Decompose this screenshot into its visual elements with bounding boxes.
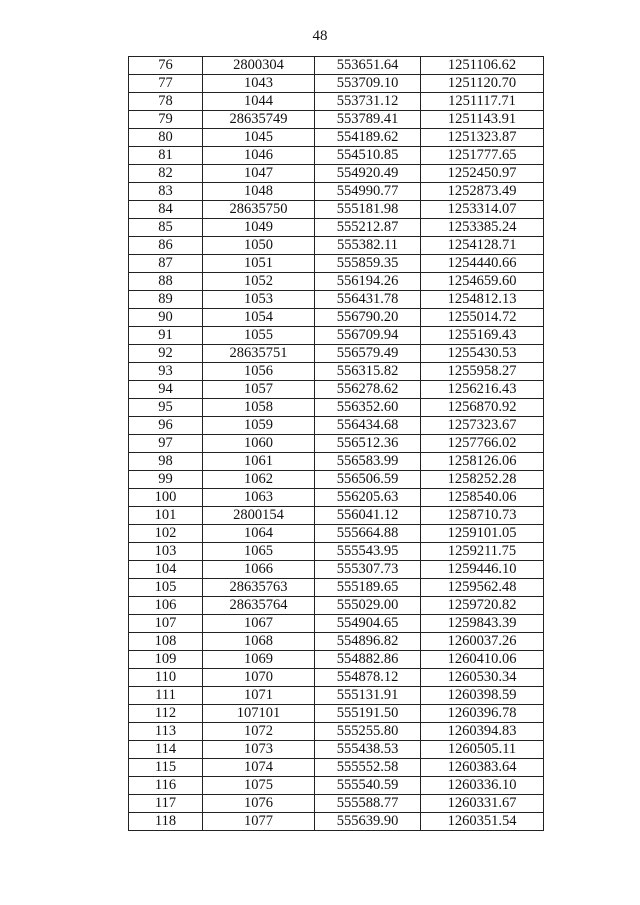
x-coordinate-cell: 556790.20 — [315, 309, 421, 327]
x-coordinate-cell: 555181.98 — [315, 201, 421, 219]
row-number-cell: 86 — [129, 237, 203, 255]
y-coordinate-cell: 1255430.53 — [421, 345, 544, 363]
x-coordinate-cell: 555639.90 — [315, 813, 421, 831]
table-row — [129, 417, 544, 435]
row-number-cell: 87 — [129, 255, 203, 273]
row-number-cell: 105 — [129, 579, 203, 597]
x-coordinate-cell: 556506.59 — [315, 471, 421, 489]
x-coordinate-cell: 553731.12 — [315, 93, 421, 111]
table-row — [129, 723, 544, 741]
point-id-cell: 1076 — [203, 795, 315, 813]
row-number-cell: 94 — [129, 381, 203, 399]
point-id-cell: 1045 — [203, 129, 315, 147]
x-coordinate-cell: 555540.59 — [315, 777, 421, 795]
point-id-cell: 1061 — [203, 453, 315, 471]
table-row — [129, 435, 544, 453]
table-row — [129, 363, 544, 381]
row-number-cell: 110 — [129, 669, 203, 687]
row-number-cell: 89 — [129, 291, 203, 309]
point-id-cell: 2800154 — [203, 507, 315, 525]
table-row — [129, 579, 544, 597]
x-coordinate-cell: 556512.36 — [315, 435, 421, 453]
y-coordinate-cell: 1258252.28 — [421, 471, 544, 489]
x-coordinate-cell: 556194.26 — [315, 273, 421, 291]
point-id-cell: 1054 — [203, 309, 315, 327]
table-row — [129, 345, 544, 363]
table-row — [129, 291, 544, 309]
point-id-cell: 1066 — [203, 561, 315, 579]
point-id-cell: 1047 — [203, 165, 315, 183]
table-row — [129, 795, 544, 813]
row-number-cell: 103 — [129, 543, 203, 561]
x-coordinate-cell: 553789.41 — [315, 111, 421, 129]
table-row — [129, 633, 544, 651]
row-number-cell: 116 — [129, 777, 203, 795]
row-number-cell: 91 — [129, 327, 203, 345]
table-row — [129, 183, 544, 201]
y-coordinate-cell: 1260394.83 — [421, 723, 544, 741]
x-coordinate-cell: 554990.77 — [315, 183, 421, 201]
table-row — [129, 705, 544, 723]
x-coordinate-cell: 555552.58 — [315, 759, 421, 777]
table-row — [129, 111, 544, 129]
row-number-cell: 90 — [129, 309, 203, 327]
coordinates-table-body — [129, 57, 544, 831]
point-id-cell: 1068 — [203, 633, 315, 651]
row-number-cell: 109 — [129, 651, 203, 669]
x-coordinate-cell: 556315.82 — [315, 363, 421, 381]
y-coordinate-cell: 1260410.06 — [421, 651, 544, 669]
y-coordinate-cell: 1260037.26 — [421, 633, 544, 651]
row-number-cell: 111 — [129, 687, 203, 705]
x-coordinate-cell: 554882.86 — [315, 651, 421, 669]
row-number-cell: 76 — [129, 57, 203, 75]
table-row — [129, 669, 544, 687]
x-coordinate-cell: 554904.65 — [315, 615, 421, 633]
table-row — [129, 129, 544, 147]
row-number-cell: 107 — [129, 615, 203, 633]
x-coordinate-cell: 553651.64 — [315, 57, 421, 75]
row-number-cell: 112 — [129, 705, 203, 723]
x-coordinate-cell: 555189.65 — [315, 579, 421, 597]
x-coordinate-cell: 555029.00 — [315, 597, 421, 615]
table-row — [129, 597, 544, 615]
x-coordinate-cell: 555543.95 — [315, 543, 421, 561]
x-coordinate-cell: 554896.82 — [315, 633, 421, 651]
y-coordinate-cell: 1255958.27 — [421, 363, 544, 381]
row-number-cell: 81 — [129, 147, 203, 165]
y-coordinate-cell: 1258126.06 — [421, 453, 544, 471]
row-number-cell: 114 — [129, 741, 203, 759]
row-number-cell: 93 — [129, 363, 203, 381]
row-number-cell: 97 — [129, 435, 203, 453]
row-number-cell: 99 — [129, 471, 203, 489]
point-id-cell: 28635749 — [203, 111, 315, 129]
y-coordinate-cell: 1260336.10 — [421, 777, 544, 795]
x-coordinate-cell: 556583.99 — [315, 453, 421, 471]
y-coordinate-cell: 1259446.10 — [421, 561, 544, 579]
table-row — [129, 561, 544, 579]
row-number-cell: 83 — [129, 183, 203, 201]
y-coordinate-cell: 1253385.24 — [421, 219, 544, 237]
x-coordinate-cell: 555212.87 — [315, 219, 421, 237]
point-id-cell: 28635750 — [203, 201, 315, 219]
row-number-cell: 115 — [129, 759, 203, 777]
x-coordinate-cell: 553709.10 — [315, 75, 421, 93]
y-coordinate-cell: 1252450.97 — [421, 165, 544, 183]
y-coordinate-cell: 1254659.60 — [421, 273, 544, 291]
point-id-cell: 1049 — [203, 219, 315, 237]
table-row — [129, 507, 544, 525]
x-coordinate-cell: 556352.60 — [315, 399, 421, 417]
point-id-cell: 1064 — [203, 525, 315, 543]
row-number-cell: 118 — [129, 813, 203, 831]
point-id-cell: 1044 — [203, 93, 315, 111]
row-number-cell: 113 — [129, 723, 203, 741]
x-coordinate-cell: 556709.94 — [315, 327, 421, 345]
table-row — [129, 309, 544, 327]
row-number-cell: 78 — [129, 93, 203, 111]
y-coordinate-cell: 1251143.91 — [421, 111, 544, 129]
point-id-cell: 1077 — [203, 813, 315, 831]
point-id-cell: 1062 — [203, 471, 315, 489]
point-id-cell: 1046 — [203, 147, 315, 165]
y-coordinate-cell: 1259101.05 — [421, 525, 544, 543]
y-coordinate-cell: 1260383.64 — [421, 759, 544, 777]
row-number-cell: 101 — [129, 507, 203, 525]
y-coordinate-cell: 1255014.72 — [421, 309, 544, 327]
row-number-cell: 102 — [129, 525, 203, 543]
point-id-cell: 1067 — [203, 615, 315, 633]
point-id-cell: 1048 — [203, 183, 315, 201]
coordinates-table — [128, 56, 544, 831]
point-id-cell: 28635763 — [203, 579, 315, 597]
x-coordinate-cell: 556205.63 — [315, 489, 421, 507]
x-coordinate-cell: 555588.77 — [315, 795, 421, 813]
point-id-cell: 1069 — [203, 651, 315, 669]
table-row — [129, 687, 544, 705]
y-coordinate-cell: 1254440.66 — [421, 255, 544, 273]
x-coordinate-cell: 556579.49 — [315, 345, 421, 363]
point-id-cell: 1050 — [203, 237, 315, 255]
y-coordinate-cell: 1254812.13 — [421, 291, 544, 309]
point-id-cell: 1059 — [203, 417, 315, 435]
x-coordinate-cell: 554878.12 — [315, 669, 421, 687]
x-coordinate-cell: 556278.62 — [315, 381, 421, 399]
table-row — [129, 453, 544, 471]
table-row — [129, 399, 544, 417]
point-id-cell: 2800304 — [203, 57, 315, 75]
y-coordinate-cell: 1256216.43 — [421, 381, 544, 399]
y-coordinate-cell: 1251120.70 — [421, 75, 544, 93]
point-id-cell: 1052 — [203, 273, 315, 291]
point-id-cell: 107101 — [203, 705, 315, 723]
point-id-cell: 1073 — [203, 741, 315, 759]
x-coordinate-cell: 555255.80 — [315, 723, 421, 741]
x-coordinate-cell: 556434.68 — [315, 417, 421, 435]
row-number-cell: 82 — [129, 165, 203, 183]
y-coordinate-cell: 1257766.02 — [421, 435, 544, 453]
point-id-cell: 1072 — [203, 723, 315, 741]
table-row — [129, 237, 544, 255]
point-id-cell: 1053 — [203, 291, 315, 309]
x-coordinate-cell: 554189.62 — [315, 129, 421, 147]
row-number-cell: 108 — [129, 633, 203, 651]
table-row — [129, 381, 544, 399]
row-number-cell: 95 — [129, 399, 203, 417]
y-coordinate-cell: 1251117.71 — [421, 93, 544, 111]
y-coordinate-cell: 1258540.06 — [421, 489, 544, 507]
point-id-cell: 1051 — [203, 255, 315, 273]
y-coordinate-cell: 1260331.67 — [421, 795, 544, 813]
table-row — [129, 777, 544, 795]
point-id-cell: 1070 — [203, 669, 315, 687]
table-row — [129, 165, 544, 183]
point-id-cell: 1058 — [203, 399, 315, 417]
y-coordinate-cell: 1260398.59 — [421, 687, 544, 705]
y-coordinate-cell: 1251106.62 — [421, 57, 544, 75]
y-coordinate-cell: 1251323.87 — [421, 129, 544, 147]
row-number-cell: 98 — [129, 453, 203, 471]
point-id-cell: 28635751 — [203, 345, 315, 363]
point-id-cell: 1057 — [203, 381, 315, 399]
row-number-cell: 85 — [129, 219, 203, 237]
y-coordinate-cell: 1259562.48 — [421, 579, 544, 597]
table-row — [129, 615, 544, 633]
point-id-cell: 1065 — [203, 543, 315, 561]
x-coordinate-cell: 555382.11 — [315, 237, 421, 255]
x-coordinate-cell: 554510.85 — [315, 147, 421, 165]
row-number-cell: 117 — [129, 795, 203, 813]
point-id-cell: 1063 — [203, 489, 315, 507]
x-coordinate-cell: 556041.12 — [315, 507, 421, 525]
x-coordinate-cell: 556431.78 — [315, 291, 421, 309]
point-id-cell: 1060 — [203, 435, 315, 453]
row-number-cell: 100 — [129, 489, 203, 507]
table-row — [129, 75, 544, 93]
table-row — [129, 489, 544, 507]
point-id-cell: 28635764 — [203, 597, 315, 615]
y-coordinate-cell: 1260351.54 — [421, 813, 544, 831]
row-number-cell: 106 — [129, 597, 203, 615]
row-number-cell: 96 — [129, 417, 203, 435]
table-row — [129, 327, 544, 345]
table-row — [129, 543, 544, 561]
y-coordinate-cell: 1252873.49 — [421, 183, 544, 201]
table-row — [129, 273, 544, 291]
y-coordinate-cell: 1259211.75 — [421, 543, 544, 561]
y-coordinate-cell: 1260530.34 — [421, 669, 544, 687]
x-coordinate-cell: 555307.73 — [315, 561, 421, 579]
table-row — [129, 471, 544, 489]
y-coordinate-cell: 1260396.78 — [421, 705, 544, 723]
point-id-cell: 1055 — [203, 327, 315, 345]
y-coordinate-cell: 1259720.82 — [421, 597, 544, 615]
y-coordinate-cell: 1253314.07 — [421, 201, 544, 219]
x-coordinate-cell: 555191.50 — [315, 705, 421, 723]
table-row — [129, 219, 544, 237]
table-row — [129, 255, 544, 273]
point-id-cell: 1043 — [203, 75, 315, 93]
point-id-cell: 1074 — [203, 759, 315, 777]
page-number: 48 — [312, 28, 328, 44]
row-number-cell: 79 — [129, 111, 203, 129]
point-id-cell: 1075 — [203, 777, 315, 795]
table-row — [129, 525, 544, 543]
x-coordinate-cell: 554920.49 — [315, 165, 421, 183]
row-number-cell: 88 — [129, 273, 203, 291]
table-row — [129, 741, 544, 759]
y-coordinate-cell: 1257323.67 — [421, 417, 544, 435]
table-row — [129, 57, 544, 75]
x-coordinate-cell: 555438.53 — [315, 741, 421, 759]
y-coordinate-cell: 1255169.43 — [421, 327, 544, 345]
y-coordinate-cell: 1260505.11 — [421, 741, 544, 759]
y-coordinate-cell: 1254128.71 — [421, 237, 544, 255]
table-row — [129, 651, 544, 669]
y-coordinate-cell: 1251777.65 — [421, 147, 544, 165]
table-row — [129, 813, 544, 831]
table-row — [129, 759, 544, 777]
table-row — [129, 147, 544, 165]
x-coordinate-cell: 555131.91 — [315, 687, 421, 705]
row-number-cell: 77 — [129, 75, 203, 93]
row-number-cell: 92 — [129, 345, 203, 363]
y-coordinate-cell: 1256870.92 — [421, 399, 544, 417]
y-coordinate-cell: 1258710.73 — [421, 507, 544, 525]
table-row — [129, 93, 544, 111]
x-coordinate-cell: 555664.88 — [315, 525, 421, 543]
table-row — [129, 201, 544, 219]
x-coordinate-cell: 555859.35 — [315, 255, 421, 273]
point-id-cell: 1056 — [203, 363, 315, 381]
point-id-cell: 1071 — [203, 687, 315, 705]
row-number-cell: 80 — [129, 129, 203, 147]
row-number-cell: 84 — [129, 201, 203, 219]
y-coordinate-cell: 1259843.39 — [421, 615, 544, 633]
row-number-cell: 104 — [129, 561, 203, 579]
